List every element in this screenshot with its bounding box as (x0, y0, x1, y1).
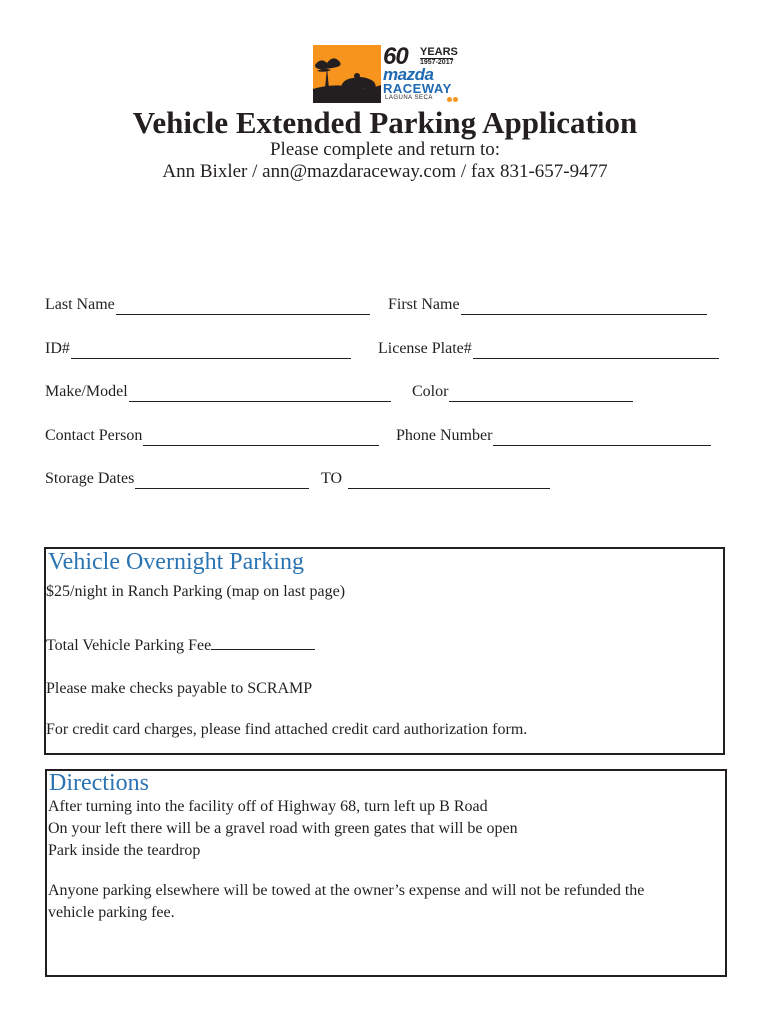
race-car-tree-silhouette-image (313, 45, 381, 103)
logo-dot-icon (447, 97, 452, 102)
color-label: Color (412, 383, 449, 400)
storage-end-field[interactable] (321, 467, 550, 489)
last-name-input-line[interactable] (116, 300, 370, 315)
storage-dates-label: Storage Dates (45, 470, 135, 487)
towing-warning-line: Anyone parking elsewhere will be towed at the owner’s expense and will not be refunded the (48, 882, 645, 899)
phone-number-field[interactable] (396, 424, 711, 446)
storage-dates-field[interactable] (45, 467, 309, 489)
id-input-line[interactable] (71, 344, 351, 359)
last-name-field[interactable] (45, 293, 370, 315)
storage-end-input-line[interactable] (348, 474, 550, 489)
total-fee-label: Total Vehicle Parking Fee (46, 637, 212, 654)
last-name-label: Last Name (45, 296, 115, 313)
first-name-label: First Name (388, 296, 460, 313)
logo-wordmark (383, 45, 473, 105)
phone-number-label: Phone Number (396, 427, 493, 444)
page-subtitle: Please complete and return to: (269, 139, 501, 160)
directions-line: After turning into the facility off of Highway 68, turn left up B Road (48, 798, 488, 815)
to-label: TO (321, 470, 343, 487)
id-field[interactable] (45, 337, 351, 359)
overnight-parking-box (44, 547, 725, 755)
storage-start-input-line[interactable] (135, 474, 309, 489)
directions-box (45, 769, 727, 977)
page-title: Vehicle Extended Parking Application (132, 105, 638, 140)
make-model-input-line[interactable] (129, 387, 391, 402)
contact-person-field[interactable] (45, 424, 379, 446)
logo-sixty: 60 (383, 43, 408, 70)
logo-year-range: 1957-2017 (420, 59, 454, 66)
logo-mazda: mazda (383, 65, 434, 84)
make-model-field[interactable] (45, 380, 391, 402)
license-plate-input-line[interactable] (473, 344, 719, 359)
total-fee-input-line[interactable] (211, 637, 315, 650)
return-contact: Ann Bixler / ann@mazdaraceway.com / fax 831-657-9477 (162, 161, 608, 182)
contact-person-label: Contact Person (45, 427, 143, 444)
contact-person-input-line[interactable] (143, 431, 379, 446)
id-label: ID# (45, 340, 70, 357)
color-field[interactable] (412, 380, 633, 402)
logo-raceway: RACEWAY (383, 81, 452, 96)
logo-years: YEARS (420, 46, 458, 58)
color-input-line[interactable] (449, 387, 633, 402)
logo-dot-icon (453, 97, 458, 102)
first-name-field[interactable] (388, 293, 707, 315)
directions-line: On your left there will be a gravel road with green gates that will be open (48, 820, 518, 837)
towing-warning-line: vehicle parking fee. (48, 904, 175, 921)
overnight-parking-heading: Vehicle Overnight Parking (48, 549, 304, 575)
license-plate-field[interactable] (378, 337, 719, 359)
logo-laguna-seca: LAGUNA SECA (385, 95, 433, 101)
directions-line: Park inside the teardrop (48, 842, 201, 859)
make-model-label: Make/Model (45, 383, 128, 400)
overnight-rate-text: $25/night in Ranch Parking (map on last page) (46, 583, 346, 600)
license-plate-label: License Plate# (378, 340, 472, 357)
total-fee-field[interactable] (46, 637, 315, 655)
credit-card-text: For credit card charges, please find attached credit card authorization form. (46, 721, 528, 738)
first-name-input-line[interactable] (461, 300, 707, 315)
phone-number-input-line[interactable] (493, 431, 711, 446)
checks-payable-text: Please make checks payable to SCRAMP (46, 680, 313, 697)
directions-heading: Directions (49, 770, 149, 796)
mazda-raceway-60-years-logo (313, 45, 473, 105)
